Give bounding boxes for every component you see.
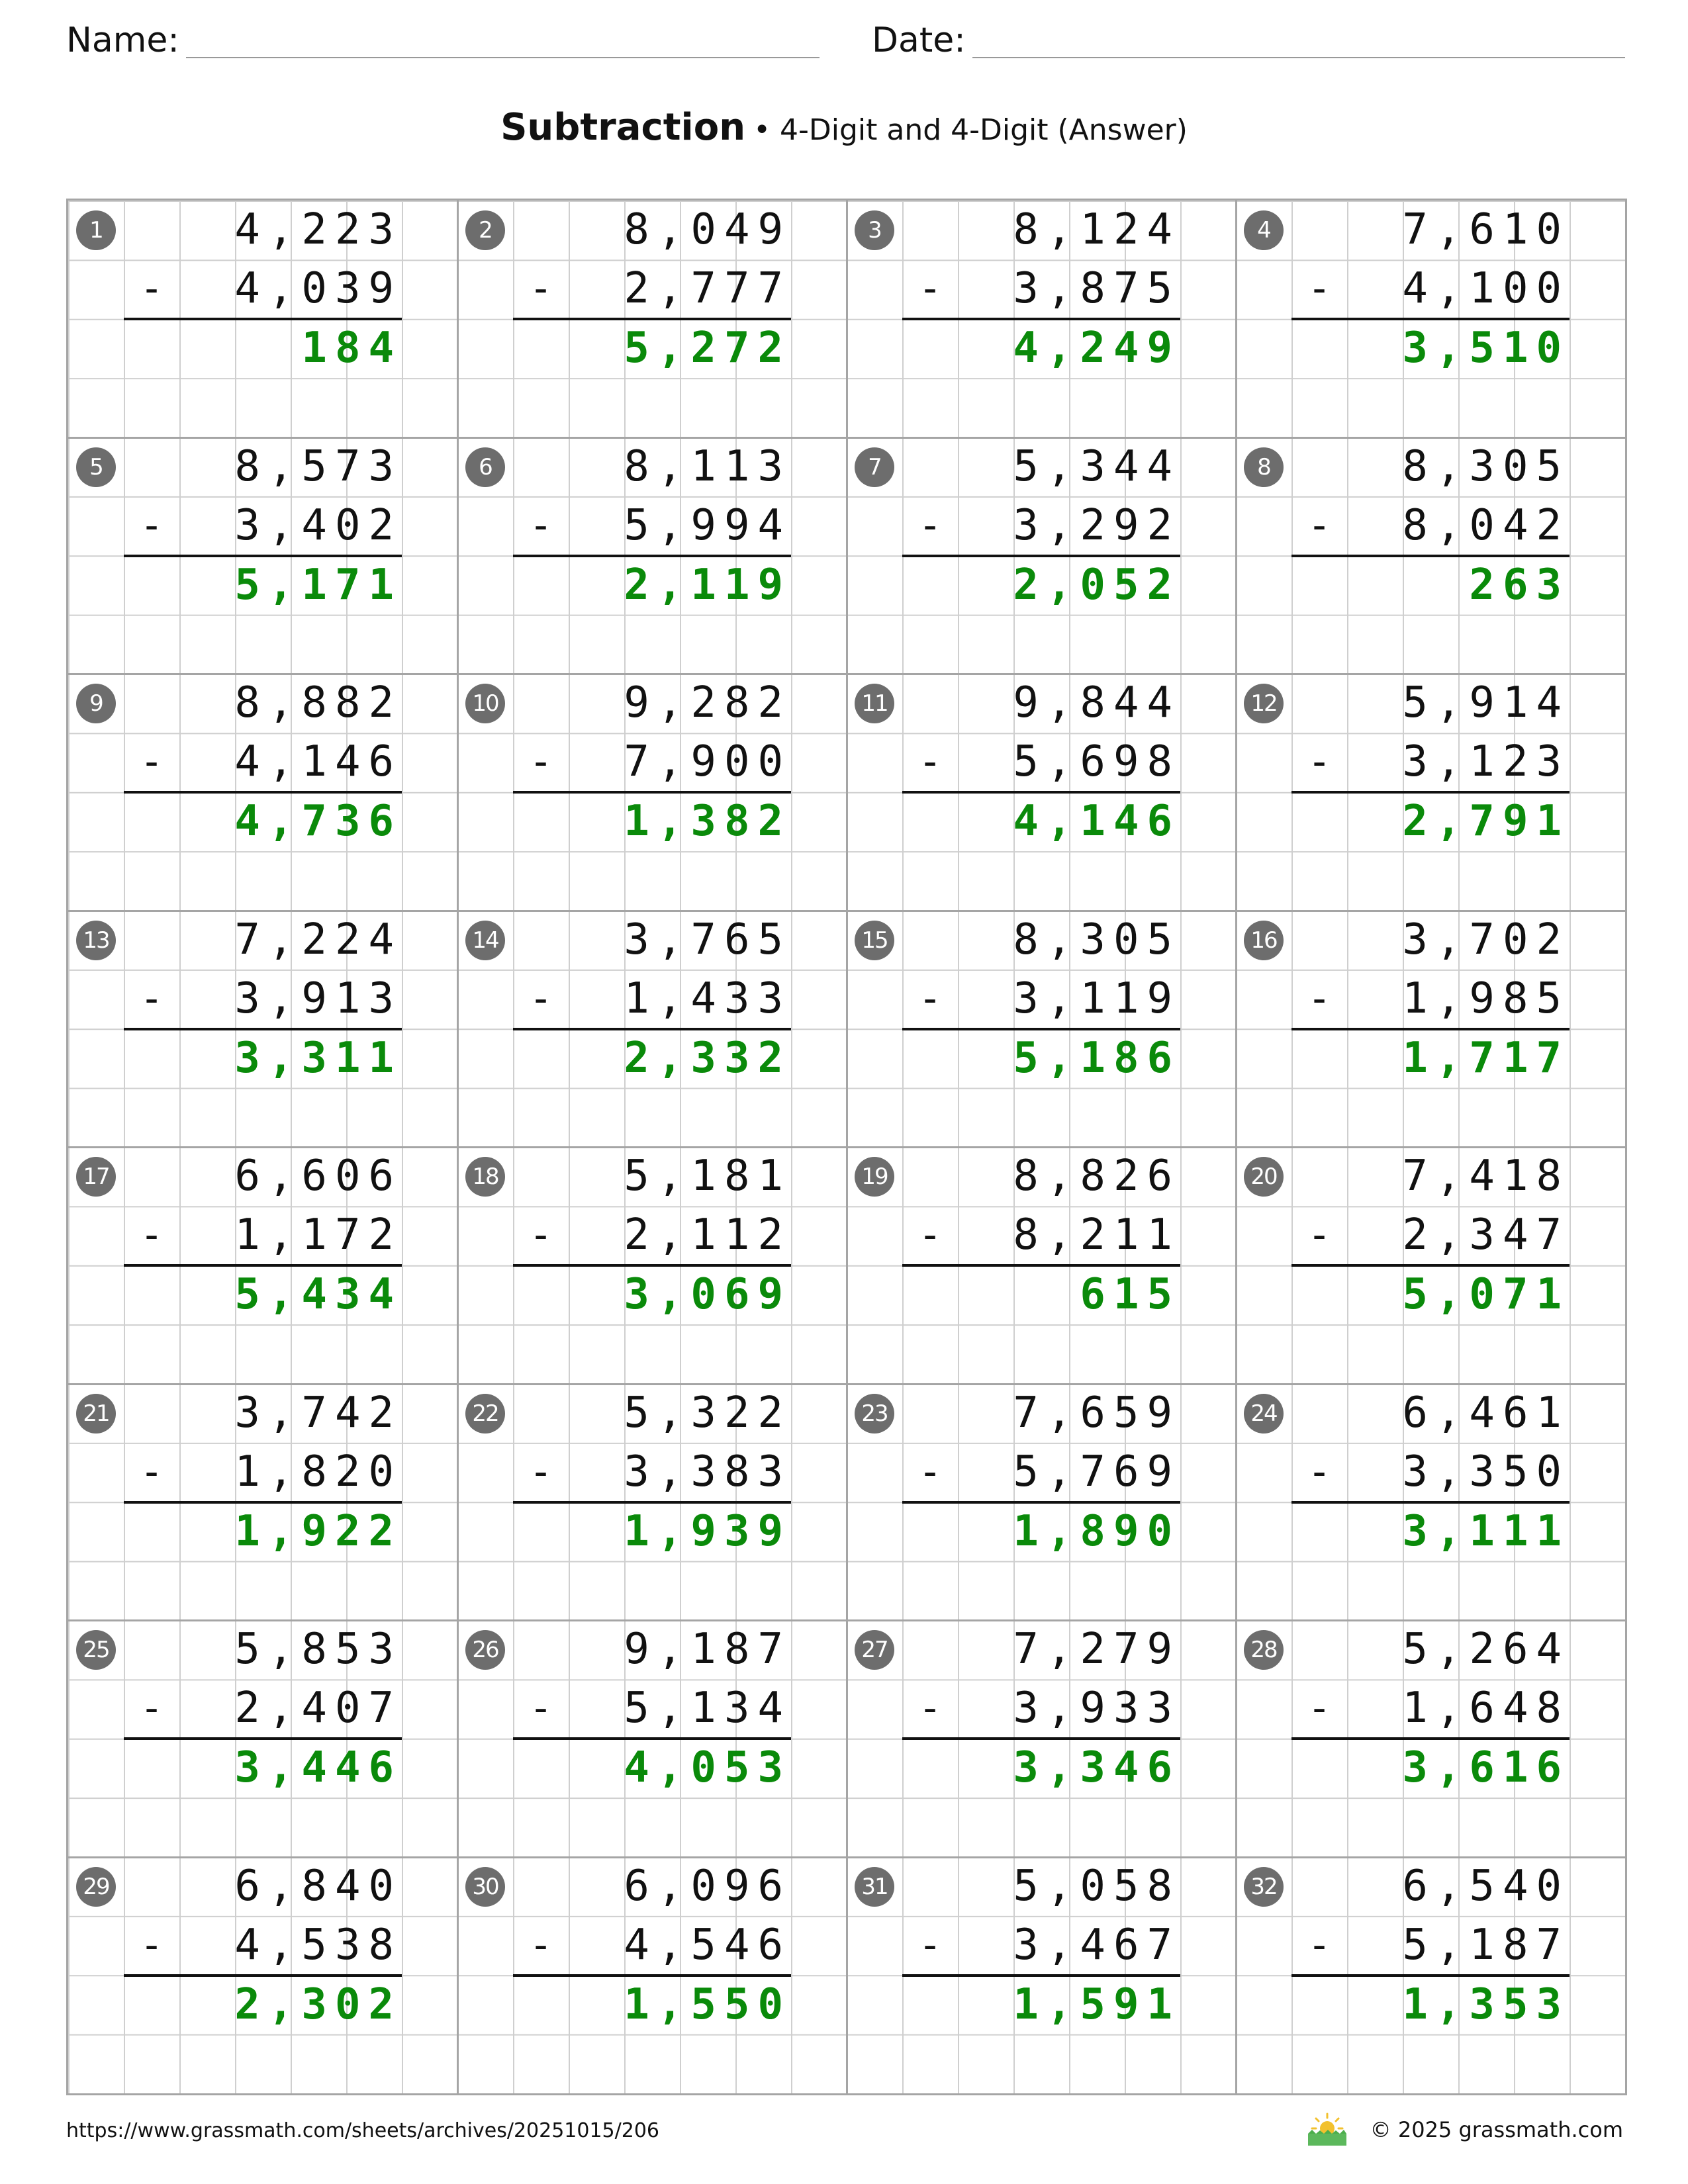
footer-url: https://www.grassmath.com/sheets/archives/20251015/206 (66, 2119, 660, 2142)
minuend: 5,181 (624, 1152, 791, 1201)
subtrahend: 3,292 (1013, 500, 1180, 550)
problem-number-badge: 6 (465, 447, 505, 487)
minuend: 5,322 (624, 1388, 791, 1437)
answer: 263 (1469, 560, 1570, 610)
problem-number-badge: 26 (465, 1630, 505, 1670)
answer: 4,053 (624, 1743, 791, 1792)
problem-card (847, 437, 1236, 674)
minuend: 5,264 (1402, 1625, 1570, 1674)
minus-sign: - (528, 502, 553, 549)
subtrahend: 3,875 (1013, 264, 1180, 313)
minus-sign: - (1307, 975, 1332, 1022)
subtrahend: 8,042 (1402, 500, 1570, 550)
subtrahend: 2,112 (624, 1210, 791, 1259)
answer: 2,791 (1402, 797, 1570, 846)
subtrahend: 3,402 (234, 500, 402, 550)
minuend: 8,049 (624, 205, 791, 254)
minus-sign: - (528, 975, 553, 1022)
subtrahend: 3,119 (1013, 974, 1180, 1023)
problem-number-badge: 9 (76, 684, 116, 723)
problem-number-badge: 4 (1244, 210, 1284, 250)
minus-sign: - (917, 502, 943, 549)
answer: 2,119 (624, 560, 791, 610)
subtrahend: 5,134 (624, 1684, 791, 1733)
problem-number-badge: 17 (76, 1157, 116, 1197)
problem-number-badge: 2 (465, 210, 505, 250)
minus-sign: - (139, 1448, 164, 1495)
problem-number-badge: 13 (76, 921, 116, 960)
minuend: 8,573 (234, 441, 402, 491)
problem-card (457, 911, 847, 1148)
name-field (66, 20, 820, 61)
problem-card (847, 1147, 1236, 1384)
answer: 615 (1080, 1270, 1180, 1319)
minus-sign: - (1307, 739, 1332, 785)
minuend: 8,113 (624, 441, 791, 491)
problem-number-badge: 31 (855, 1867, 894, 1907)
minuend: 4,223 (234, 205, 402, 254)
subtrahend: 8,211 (1013, 1210, 1180, 1259)
subtrahend: 3,913 (234, 974, 402, 1023)
problem-number-badge: 12 (1244, 684, 1284, 723)
minuend: 5,058 (1013, 1861, 1180, 1911)
name-label: Name: (66, 21, 179, 60)
problem-number-badge: 28 (1244, 1630, 1284, 1670)
minus-sign: - (528, 1212, 553, 1258)
worksheet-grid (66, 199, 1627, 2095)
minus-sign: - (1307, 1212, 1332, 1258)
minuend: 5,914 (1402, 678, 1570, 727)
minus-sign: - (1307, 1685, 1332, 1731)
date-label: Date: (872, 21, 966, 60)
minus-sign: - (528, 265, 553, 312)
minuend: 7,659 (1013, 1388, 1180, 1437)
problem-card (1236, 1857, 1625, 2094)
subtrahend: 3,383 (624, 1447, 791, 1496)
minuend: 7,610 (1402, 205, 1570, 254)
problem-number-badge: 5 (76, 447, 116, 487)
answer: 5,171 (234, 560, 402, 610)
problem-card (68, 437, 457, 674)
answer: 5,071 (1402, 1270, 1570, 1319)
minuend: 9,844 (1013, 678, 1180, 727)
minuend: 3,702 (1402, 915, 1570, 964)
answer: 3,510 (1402, 324, 1570, 373)
minuend: 8,305 (1402, 441, 1570, 491)
problem-number-badge: 19 (855, 1157, 894, 1197)
minus-sign: - (1307, 1448, 1332, 1495)
problem-number-badge: 25 (76, 1630, 116, 1670)
answer: 5,186 (1013, 1033, 1180, 1083)
problem-card (457, 674, 847, 911)
answer: 4,249 (1013, 324, 1180, 373)
answer: 1,922 (234, 1506, 402, 1556)
problem-number-badge: 16 (1244, 921, 1284, 960)
minus-sign: - (528, 1685, 553, 1731)
problem-number-badge: 23 (855, 1394, 894, 1433)
problem-card (1236, 674, 1625, 911)
problem-card (1236, 1384, 1625, 1621)
minus-sign: - (528, 739, 553, 785)
subtrahend: 3,467 (1013, 1920, 1180, 1970)
date-line (972, 57, 1625, 58)
problem-number-badge: 14 (465, 921, 505, 960)
problem-card (457, 1857, 847, 2094)
answer: 1,353 (1402, 1979, 1570, 2029)
problem-card (457, 1147, 847, 1384)
minus-sign: - (139, 1212, 164, 1258)
minus-sign: - (1307, 265, 1332, 312)
problem-card (457, 437, 847, 674)
answer: 3,111 (1402, 1506, 1570, 1556)
problem-number-badge: 18 (465, 1157, 505, 1197)
subtrahend: 3,350 (1402, 1447, 1570, 1496)
minuend: 7,279 (1013, 1625, 1180, 1674)
problem-card (68, 674, 457, 911)
minus-sign: - (917, 265, 943, 312)
subtrahend: 4,146 (234, 737, 402, 786)
problem-card (68, 1857, 457, 2094)
problem-number-badge: 30 (465, 1867, 505, 1907)
worksheet-title (0, 106, 1688, 149)
minus-sign: - (139, 502, 164, 549)
problem-card (847, 201, 1236, 437)
footer-brand (1304, 2111, 1623, 2148)
problem-card (847, 1857, 1236, 2094)
footer-copyright: © 2025 grassmath.com (1370, 2117, 1623, 2142)
subtrahend: 5,769 (1013, 1447, 1180, 1496)
minus-sign: - (917, 975, 943, 1022)
minuend: 6,096 (624, 1861, 791, 1911)
answer: 1,717 (1402, 1033, 1570, 1083)
problem-number-badge: 21 (76, 1394, 116, 1433)
problem-number-badge: 20 (1244, 1157, 1284, 1197)
subtrahend: 4,538 (234, 1920, 402, 1970)
problem-number-badge: 1 (76, 210, 116, 250)
problem-number-badge: 22 (465, 1394, 505, 1433)
answer: 1,890 (1013, 1506, 1180, 1556)
answer: 3,311 (234, 1033, 402, 1083)
problem-card (1236, 437, 1625, 674)
subtrahend: 1,985 (1402, 974, 1570, 1023)
problem-number-badge: 8 (1244, 447, 1284, 487)
problem-card (1236, 911, 1625, 1148)
answer: 4,736 (234, 797, 402, 846)
minuend: 6,461 (1402, 1388, 1570, 1437)
problem-card (1236, 1620, 1625, 1857)
subtrahend: 7,900 (624, 737, 791, 786)
answer: 184 (301, 324, 402, 373)
name-line (186, 57, 820, 58)
answer: 2,332 (624, 1033, 791, 1083)
answer: 1,550 (624, 1979, 791, 2029)
minus-sign: - (139, 739, 164, 785)
answer: 3,069 (624, 1270, 791, 1319)
answer: 5,272 (624, 324, 791, 373)
problem-number-badge: 11 (855, 684, 894, 723)
minus-sign: - (139, 1685, 164, 1731)
minuend: 7,224 (234, 915, 402, 964)
answer: 2,052 (1013, 560, 1180, 610)
minus-sign: - (139, 975, 164, 1022)
subtrahend: 2,407 (234, 1684, 402, 1733)
answer: 1,939 (624, 1506, 791, 1556)
problem-number-badge: 7 (855, 447, 894, 487)
subtrahend: 5,994 (624, 500, 791, 550)
subtrahend: 2,777 (624, 264, 791, 313)
answer: 1,591 (1013, 1979, 1180, 2029)
subtrahend: 5,187 (1402, 1920, 1570, 1970)
title-main: Subtraction (500, 106, 746, 149)
minuend: 5,344 (1013, 441, 1180, 491)
problem-card (847, 1620, 1236, 1857)
problem-number-badge: 32 (1244, 1867, 1284, 1907)
answer: 2,302 (234, 1979, 402, 2029)
minuend: 8,124 (1013, 205, 1180, 254)
answer: 1,382 (624, 797, 791, 846)
minuend: 8,826 (1013, 1152, 1180, 1201)
sun-grass-logo-icon (1304, 2111, 1350, 2148)
problem-number-badge: 10 (465, 684, 505, 723)
problem-card (1236, 1147, 1625, 1384)
minus-sign: - (1307, 502, 1332, 549)
minuend: 9,282 (624, 678, 791, 727)
minus-sign: - (917, 1921, 943, 1968)
minus-sign: - (917, 1212, 943, 1258)
problem-card (68, 1384, 457, 1621)
minus-sign: - (528, 1921, 553, 1968)
subtrahend: 3,123 (1402, 737, 1570, 786)
minuend: 3,765 (624, 915, 791, 964)
problem-card (847, 674, 1236, 911)
title-subtitle: • 4-Digit and 4-Digit (Answer) (753, 113, 1188, 147)
subtrahend: 4,039 (234, 264, 402, 313)
subtrahend: 4,100 (1402, 264, 1570, 313)
answer: 3,446 (234, 1743, 402, 1792)
problem-number-badge: 27 (855, 1630, 894, 1670)
problem-number-badge: 29 (76, 1867, 116, 1907)
minuend: 3,742 (234, 1388, 402, 1437)
answer: 4,146 (1013, 797, 1180, 846)
problem-card (68, 1620, 457, 1857)
subtrahend: 1,820 (234, 1447, 402, 1496)
problem-card (1236, 201, 1625, 437)
minus-sign: - (917, 1685, 943, 1731)
minuend: 8,305 (1013, 915, 1180, 964)
minus-sign: - (1307, 1921, 1332, 1968)
problem-card (68, 911, 457, 1148)
minuend: 8,882 (234, 678, 402, 727)
subtrahend: 1,648 (1402, 1684, 1570, 1733)
minuend: 9,187 (624, 1625, 791, 1674)
subtrahend: 4,546 (624, 1920, 791, 1970)
minus-sign: - (528, 1448, 553, 1495)
minuend: 7,418 (1402, 1152, 1570, 1201)
problem-number-badge: 24 (1244, 1394, 1284, 1433)
problem-number-badge: 3 (855, 210, 894, 250)
subtrahend: 1,172 (234, 1210, 402, 1259)
minus-sign: - (139, 1921, 164, 1968)
problem-card (457, 1384, 847, 1621)
minuend: 6,540 (1402, 1861, 1570, 1911)
minus-sign: - (139, 265, 164, 312)
subtrahend: 5,698 (1013, 737, 1180, 786)
problem-card (68, 1147, 457, 1384)
date-field (872, 20, 1625, 61)
minuend: 5,853 (234, 1625, 402, 1674)
answer: 3,616 (1402, 1743, 1570, 1792)
minuend: 6,840 (234, 1861, 402, 1911)
problem-card (457, 201, 847, 437)
subtrahend: 2,347 (1402, 1210, 1570, 1259)
minus-sign: - (917, 739, 943, 785)
answer: 5,434 (234, 1270, 402, 1319)
problem-card (457, 1620, 847, 1857)
problem-card (68, 201, 457, 437)
minuend: 6,606 (234, 1152, 402, 1201)
answer: 3,346 (1013, 1743, 1180, 1792)
problem-card (847, 1384, 1236, 1621)
minus-sign: - (917, 1448, 943, 1495)
subtrahend: 1,433 (624, 974, 791, 1023)
problem-number-badge: 15 (855, 921, 894, 960)
subtrahend: 3,933 (1013, 1684, 1180, 1733)
problem-card (847, 911, 1236, 1148)
